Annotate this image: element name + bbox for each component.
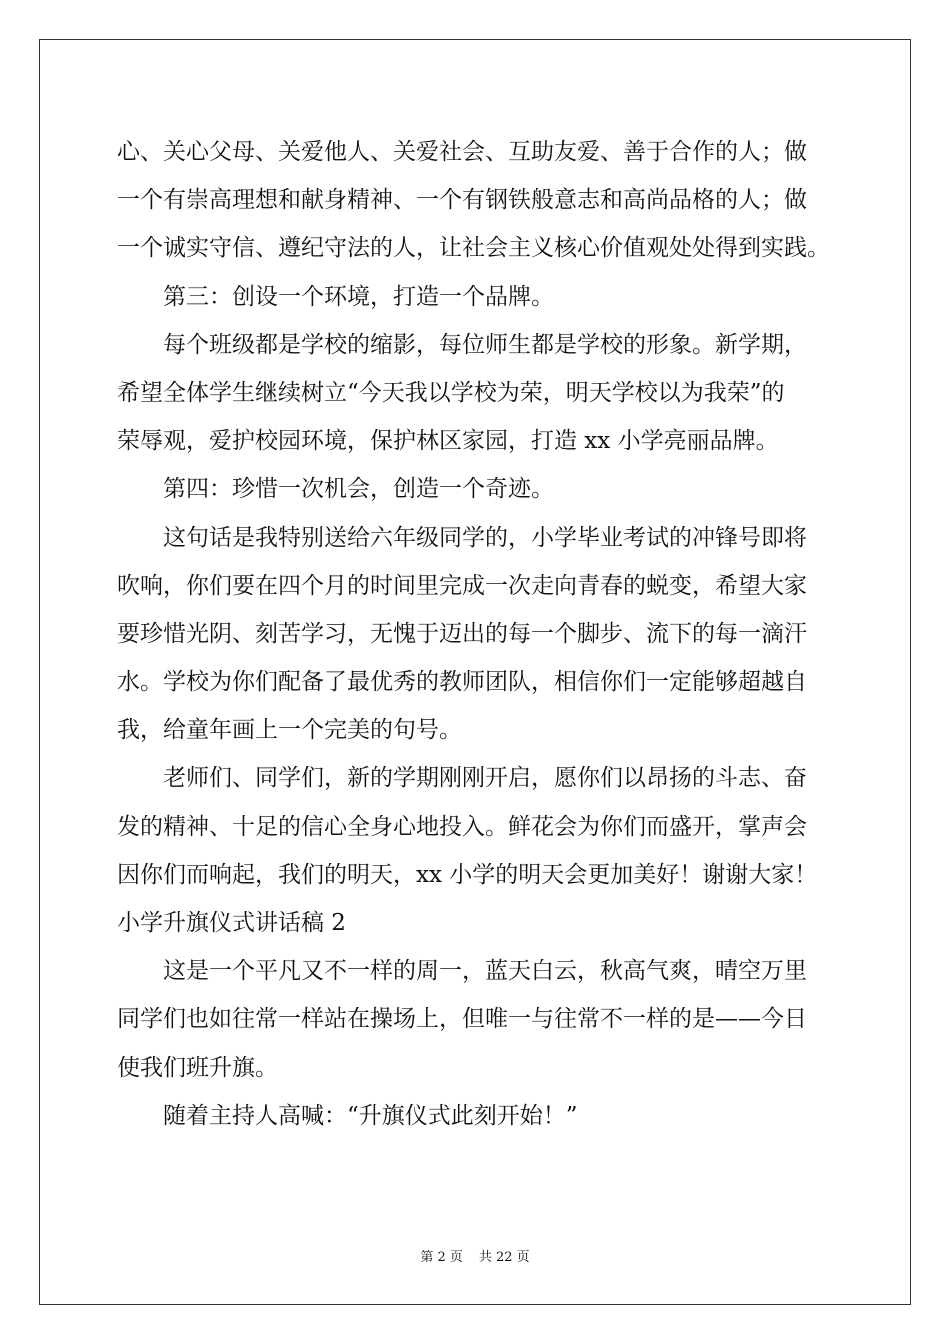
section-heading: 第四：珍惜一次机会，创造一个奇迹。	[163, 476, 554, 503]
text-line: 每个班级都是学校的缩影，每位师生都是学校的形象。新学期，	[163, 331, 807, 358]
page-total: 共 22 页	[478, 1250, 530, 1265]
text-line: 我，给童年画上一个完美的句号。	[117, 717, 462, 744]
document-body	[117, 128, 837, 1140]
text-line: 老师们、同学们，新的学期刚刚开启，愿你们以昂扬的斗志、奋	[163, 765, 807, 792]
text-line: 吹响，你们要在四个月的时间里完成一次走向青春的蜕变，希望大家	[117, 572, 807, 599]
text-line: 心、关心父母、关爱他人、关爱社会、互助友爱、善于合作的人；做	[117, 139, 807, 165]
text-line: 一个有崇高理想和献身精神、一个有钢铁般意志和高尚品格的人；做	[117, 187, 807, 214]
text-line: 发的精神、十足的信心全身心地投入。鲜花会为你们而盛开，掌声会	[117, 813, 807, 840]
page-number: 第 2 页	[420, 1250, 463, 1265]
text-line: 一个诚实守信、遵纪守法的人，让社会主义核心价值观处处得到实践。	[117, 235, 830, 262]
text-line: 水。学校为你们配备了最优秀的教师团队，相信你们一定能够超越自	[117, 669, 807, 696]
text-line: 这句话是我特别送给六年级同学的，小学毕业考试的冲锋号即将	[163, 524, 807, 551]
text-line: 荣辱观，爱护校园环境，保护林区家园，打造 xx 小学亮丽品牌。	[117, 428, 779, 455]
text-line: 希望全体学生继续树立“今天我以学校为荣，明天学校以为我荣”的	[117, 379, 785, 406]
text-line: 要珍惜光阴、刻苦学习，无愧于迈出的每一个脚步、流下的每一滴汗	[117, 620, 807, 647]
text-line: 这是一个平凡又不一样的周一，蓝天白云，秋高气爽，晴空万里	[163, 958, 807, 985]
text-line: 使我们班升旗。	[117, 1054, 278, 1081]
page-footer	[0, 1246, 950, 1265]
document-title: 小学升旗仪式讲话稿 2	[117, 910, 346, 936]
text-line: 因你们而响起，我们的明天，xx 小学的明天会更加美好！谢谢大家！	[117, 861, 818, 888]
text-line: 随着主持人高喊：“升旗仪式此刻开始！”	[163, 1102, 578, 1129]
text-line: 同学们也如往常一样站在操场上，但唯一与往常不一样的是——今日	[117, 1006, 807, 1033]
section-heading: 第三：创设一个环境，打造一个品牌。	[163, 283, 554, 310]
